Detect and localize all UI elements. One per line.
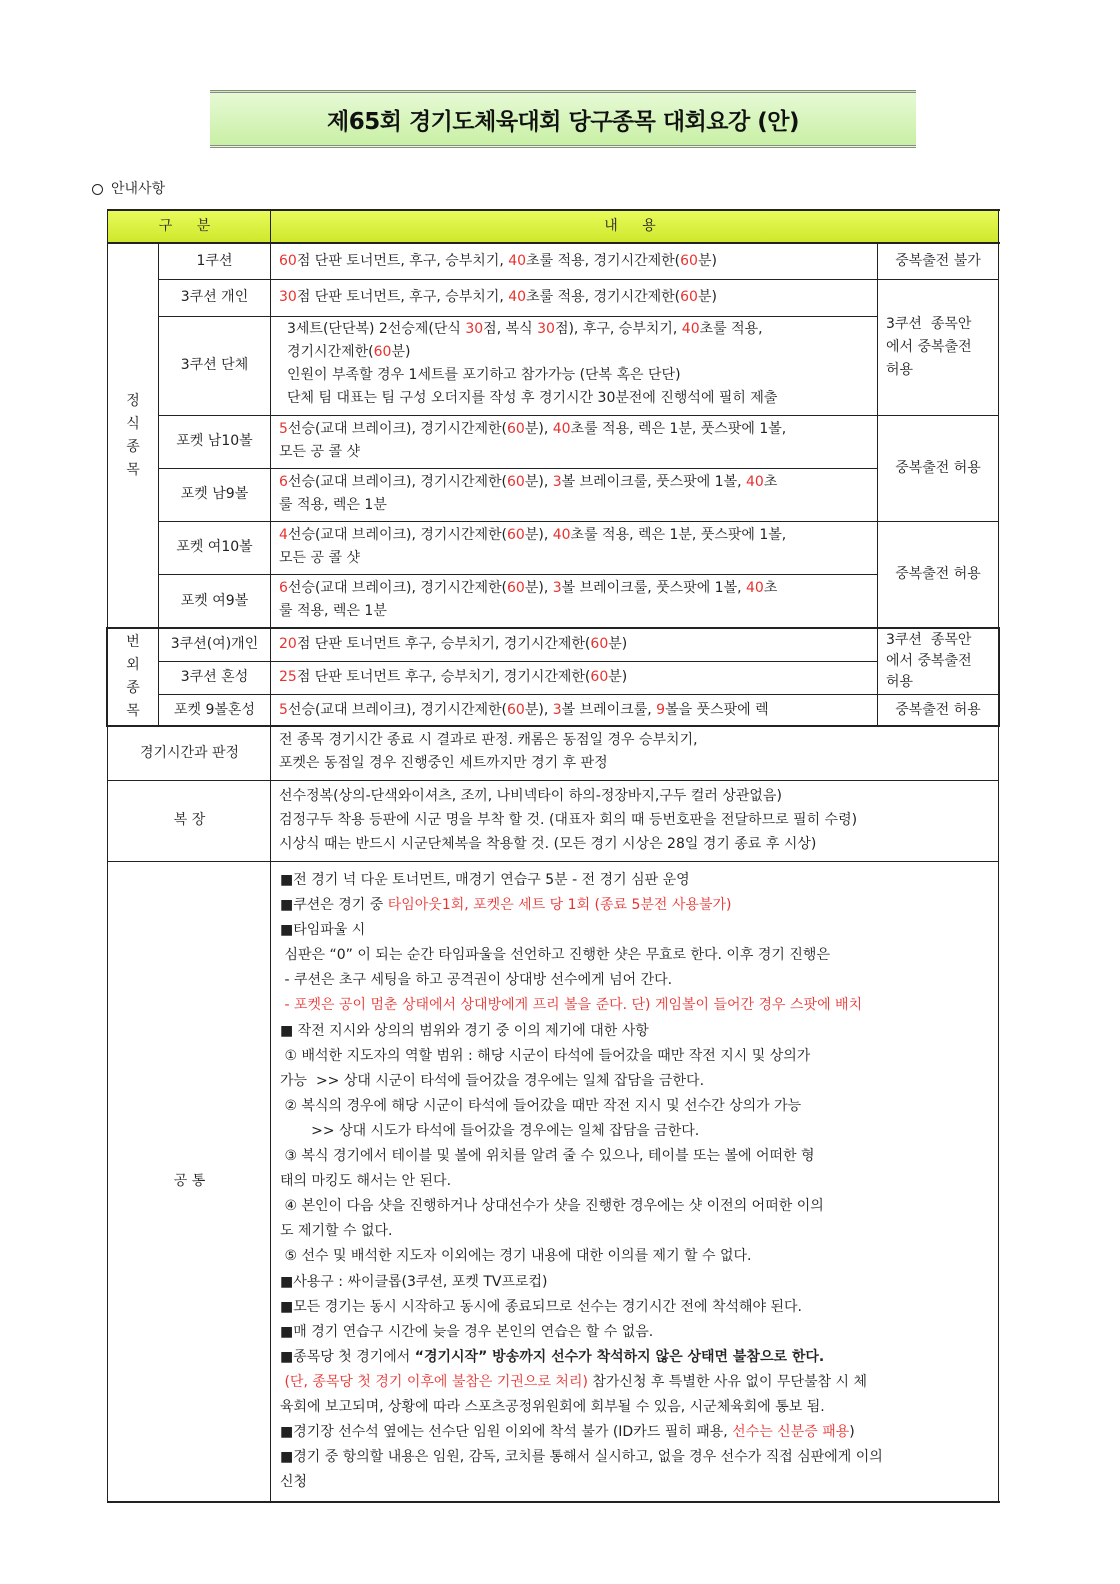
section-dress-content: 선수정복(상의-단색와이셔츠, 조끼, 나비넥타이 하의-정장바지,구두 컬러 상관없음) 검정구두 착용 등판에 시군 명을 부착 할 것. (대표자 회의 때 등번호판을 전달하므로 필히 수령) 시상식 때는 반드시 시군단체복을 착용할 것. (모든 경기 시상은 28일 경기 종료 후 시상): [279, 788, 858, 852]
section-label-dress: 복 장: [173, 812, 206, 828]
event-name: 포켓 여9볼: [180, 592, 249, 609]
group-exhibition: 번 외 종 목: [126, 634, 140, 719]
event-rule: 3세트(단단복) 2선승제(단식 30점, 복식 30점), 후구, 승부치기, 40초룰 적용, 경기시간제한(60분) 인원이 부족할 경우 1세트를 포기하고 참가가능 (단복 혹은 단단) 단체 팀 대표는 팀 구성 오더지를 작성 후 경기시간 30분전에 진행석에 필히 제출: [287, 321, 778, 406]
section-common-content: ■전 경기 넉 다운 토너먼트, 매경기 연습구 5분 - 전 경기 심판 운영 ■쿠션은 경기 중 타임아웃1회, 포켓은 세트 당 1회 (종료 5분전 사용불가) ■타임파울 시 심판은 “0” 이 되는 순간 타임파울을 선언하고 진행한 샷은 무효로 한다. 이후 경기 진행은 - 쿠션은 초구 세팅을 하고 공격권이 상대방 선수에게 넘어 간다. - 포켓은 공이 멈춘 상태에서 상대방에게 프리 볼을 준다. 단) 게임볼이 들어간 경우 스팟에 배치 ■ 작전 지시와 상의의 범위와 경기 중 이의 제기에 대한 사항 ① 배석한 지도자의 역할 범위 : 해당 시군이 타석에 들어갔을 때만 작전 지시 및 상의가 가능 >> 상대 시군이 타석에 들어갔을 경우에는 일체 잡담을 금한다. ② 복식의 경우에 해당 시군이 타석에 들어갔을 때만 작전 지시 및 선수간 상의가 가능 >> 상대 시도가 타석에 들어갔을 경우에는 일체 잡담을 금한다. ③ 복식 경기에서 테이블 및 볼에 위치를 알려 줄 수 있으나, 테이블 또는 볼에 어떠한 형 태의 마킹도 해서는 안 된다. ④ 본인이 다음 샷을 진행하거나 상대선수가 샷을 진행한 경우에는 샷 이전의 어떠한 이의 도 제기할 수 없다. ⑤ 선수 및 배석한 지도자 이외에는 경기 내용에 대한 이의를 제기 할 수 없다. ■사용구 : 싸이클롭(3쿠션, 포켓 TV프로컵) ■모든 경기는 동시 시작하고 동시에 종료되므로 선수는 경기시간 전에 착석해야 된다. ■매 경기 연습구 시간에 늦을 경우 본인의 연습은 할 수 없음. ■종목당 첫 경기에서 “경기시작” 방송까지 선수가 착석하지 않은 상태면 불참으로 한다. (단, 종목당 첫 경기 이후에 불참은 기권으로 처리) 참가신청 후 특별한 사유 없이 무단불참 시 체 육회에 보고되며, 상황에 따라 스포츠공정위원회에 회부될 수 있음, 시군체육회에 통보 됨. ■경기장 선수석 옆에는 선수단 임원 이외에 착석 불가 (ID카드 필히 패용, 선수는 신분증 패용) ■경기 중 항의할 내용은 임원, 감독, 코치를 통해서 실시하고, 없을 경우 선수가 직접 심판에게 이의 신청: [280, 872, 883, 1491]
section-label-common: 공 통: [173, 1173, 206, 1189]
notice-label: 안내사항: [111, 181, 166, 197]
event-rule: 30점 단판 토너먼트, 후구, 승부치기, 40초룰 적용, 경기시간제한(60분): [279, 289, 717, 305]
event-rule: 20점 단판 토너먼트 후구, 승부치기, 경기시간제한(60분): [279, 636, 628, 652]
dup-entry: 중복출전 허용: [895, 566, 981, 582]
dup-entry: 3쿠션 종목안 에서 중복출전 허용: [886, 315, 972, 378]
event-name: 3쿠션 단체: [180, 357, 249, 373]
event-rule: 25점 단판 토너먼트 후구, 승부치기, 경기시간제한(60분): [279, 669, 628, 685]
dup-entry: 중복출전 허용: [895, 459, 981, 476]
event-name: 포켓 여10볼: [176, 539, 253, 555]
header-category: 구 분: [108, 210, 271, 242]
event-name: 1쿠션: [196, 253, 233, 269]
group-official: 정 식 종 목: [126, 393, 140, 478]
event-name: 3쿠션(여)개인: [170, 636, 259, 652]
event-name: 포켓 9볼혼성: [174, 701, 255, 718]
header-content: 내 용: [271, 210, 999, 242]
event-rule: 60점 단판 토너먼트, 후구, 승부치기, 40초룰 적용, 경기시간제한(60분): [279, 253, 717, 269]
event-rule: 4선승(교대 브레이크), 경기시간제한(60분), 40초룰 적용, 렉은 1분, 풋스팟에 1볼, 모든 공 콜 샷: [279, 527, 787, 566]
event-name: 포켓 남9볼: [180, 486, 249, 502]
event-rule: 6선승(교대 브레이크), 경기시간제한(60분), 3볼 브레이크룰, 풋스팟에 1볼, 40초 룰 적용, 렉은 1분: [279, 580, 778, 619]
event-rule: 5선승(교대 브레이크), 경기시간제한(60분), 40초룰 적용, 렉은 1분, 풋스팟에 1볼, 모든 공 콜 샷: [279, 421, 787, 460]
dup-entry: 3쿠션 종목안 에서 중복출전 허용: [886, 631, 972, 690]
event-rule: 6선승(교대 브레이크), 경기시간제한(60분), 3볼 브레이크룰, 풋스팟에 1볼, 40초 룰 적용, 렉은 1분: [279, 474, 778, 513]
dup-entry: 중복출전 불가: [895, 253, 981, 269]
event-name: 3쿠션 개인: [180, 289, 249, 305]
dup-entry: 중복출전 허용: [895, 701, 981, 718]
event-rule: 5선승(교대 브레이크), 경기시간제한(60분), 3볼 브레이크룰, 9볼을 풋스팟에 렉: [279, 701, 769, 718]
section-label-time: 경기시간과 판정: [139, 744, 240, 761]
page-title: 제65회 경기도체육대회 당구종목 대회요강 (안): [210, 90, 916, 148]
event-name: 3쿠션 혼성: [180, 669, 249, 685]
section-time-content: 전 종목 경기시간 종료 시 결과로 판정. 캐롬은 동점일 경우 승부치기, 포켓은 동점일 경우 진행중인 세트까지만 경기 후 판정: [279, 732, 698, 771]
event-name: 포켓 남10볼: [176, 433, 253, 449]
